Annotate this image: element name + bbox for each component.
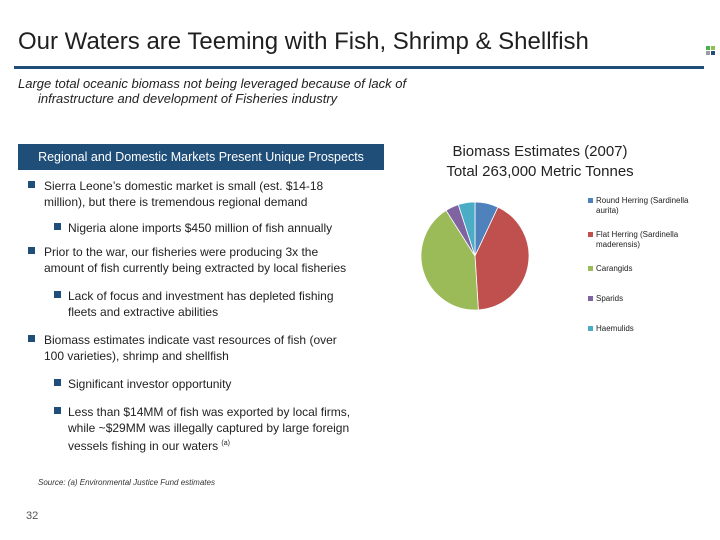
bullet-text-line: amount of fish currently being extracted by local fisheries: [44, 261, 347, 275]
bullet-text-line: while ~$29MM was illegally captured by large foreign: [68, 421, 350, 435]
subtitle-line-2: infrastructure and development of Fisheries industry: [38, 91, 338, 106]
bullet-text-line: Biomass estimates indicate vast resources of fish (over: [44, 333, 337, 347]
legend-label: Carangids: [596, 264, 633, 273]
legend-label: Sparids: [596, 294, 624, 303]
chart-legend: [588, 196, 708, 333]
legend-swatch: [588, 232, 593, 237]
bullet-square-icon: [54, 223, 61, 230]
page-number: 32: [26, 510, 39, 522]
bullet-text-line: Lack of focus and investment has depleted fishing: [68, 289, 334, 303]
bullet-square-icon: [54, 291, 61, 298]
bullet-text-line: 100 varieties), shrimp and shellfish: [44, 349, 229, 363]
bullet-square-icon: [54, 407, 61, 414]
decorative-squares-icon: [706, 46, 715, 55]
chart-title: Biomass Estimates (2007): [452, 143, 628, 160]
legend-swatch: [588, 198, 593, 203]
slide-subtitle: [18, 76, 488, 106]
bullet-text-line: million), but there is tremendous regional demand: [44, 195, 308, 209]
slide-title: Our Waters are Teeming with Fish, Shrimp & Shellfish: [18, 28, 589, 55]
bullet-square-icon: [28, 181, 35, 188]
bullet-square-icon: [54, 379, 61, 386]
bullet-text-line: Nigeria alone imports $450 million of fish annually: [68, 221, 333, 235]
bullet-text-line: fleets and extractive abilities: [68, 305, 219, 319]
legend-swatch: [588, 296, 593, 301]
legend-swatch: [588, 266, 593, 271]
legend-label: Flat Herring (Sardinella maderensis): [596, 230, 679, 249]
bullet-text-line: Sierra Leone’s domestic market is small (est. $14-18: [44, 179, 324, 193]
bullet-square-icon: [28, 247, 35, 254]
bullet-text-line: Prior to the war, our fisheries were producing 3x the: [44, 245, 319, 259]
subtitle-line-1: Large total oceanic biomass not being leveraged because of lack of: [18, 76, 407, 91]
chart-subtitle: Total 263,000 Metric Tonnes: [446, 163, 634, 180]
bullet-text-line: Significant investor opportunity: [68, 377, 232, 391]
legend-label: Haemulids: [596, 324, 634, 333]
chart-title-block: [420, 142, 660, 182]
bullet-text-line: Less than $14MM of fish was exported by local firms,: [68, 405, 351, 419]
source-note: Source: (a) Environmental Justice Fund estimates: [38, 478, 215, 487]
biomass-pie-chart: [420, 196, 550, 316]
bullet-square-icon: [28, 335, 35, 342]
title-divider: [14, 66, 704, 69]
footnote-marker: (a): [221, 440, 230, 447]
legend-swatch: [588, 326, 593, 331]
section-banner: Regional and Domestic Markets Present Unique Prospects: [18, 144, 384, 170]
bullet-text-line: vessels fishing in our waters: [68, 439, 219, 453]
legend-label: Round Herring (Sardinella aurita): [596, 196, 689, 215]
